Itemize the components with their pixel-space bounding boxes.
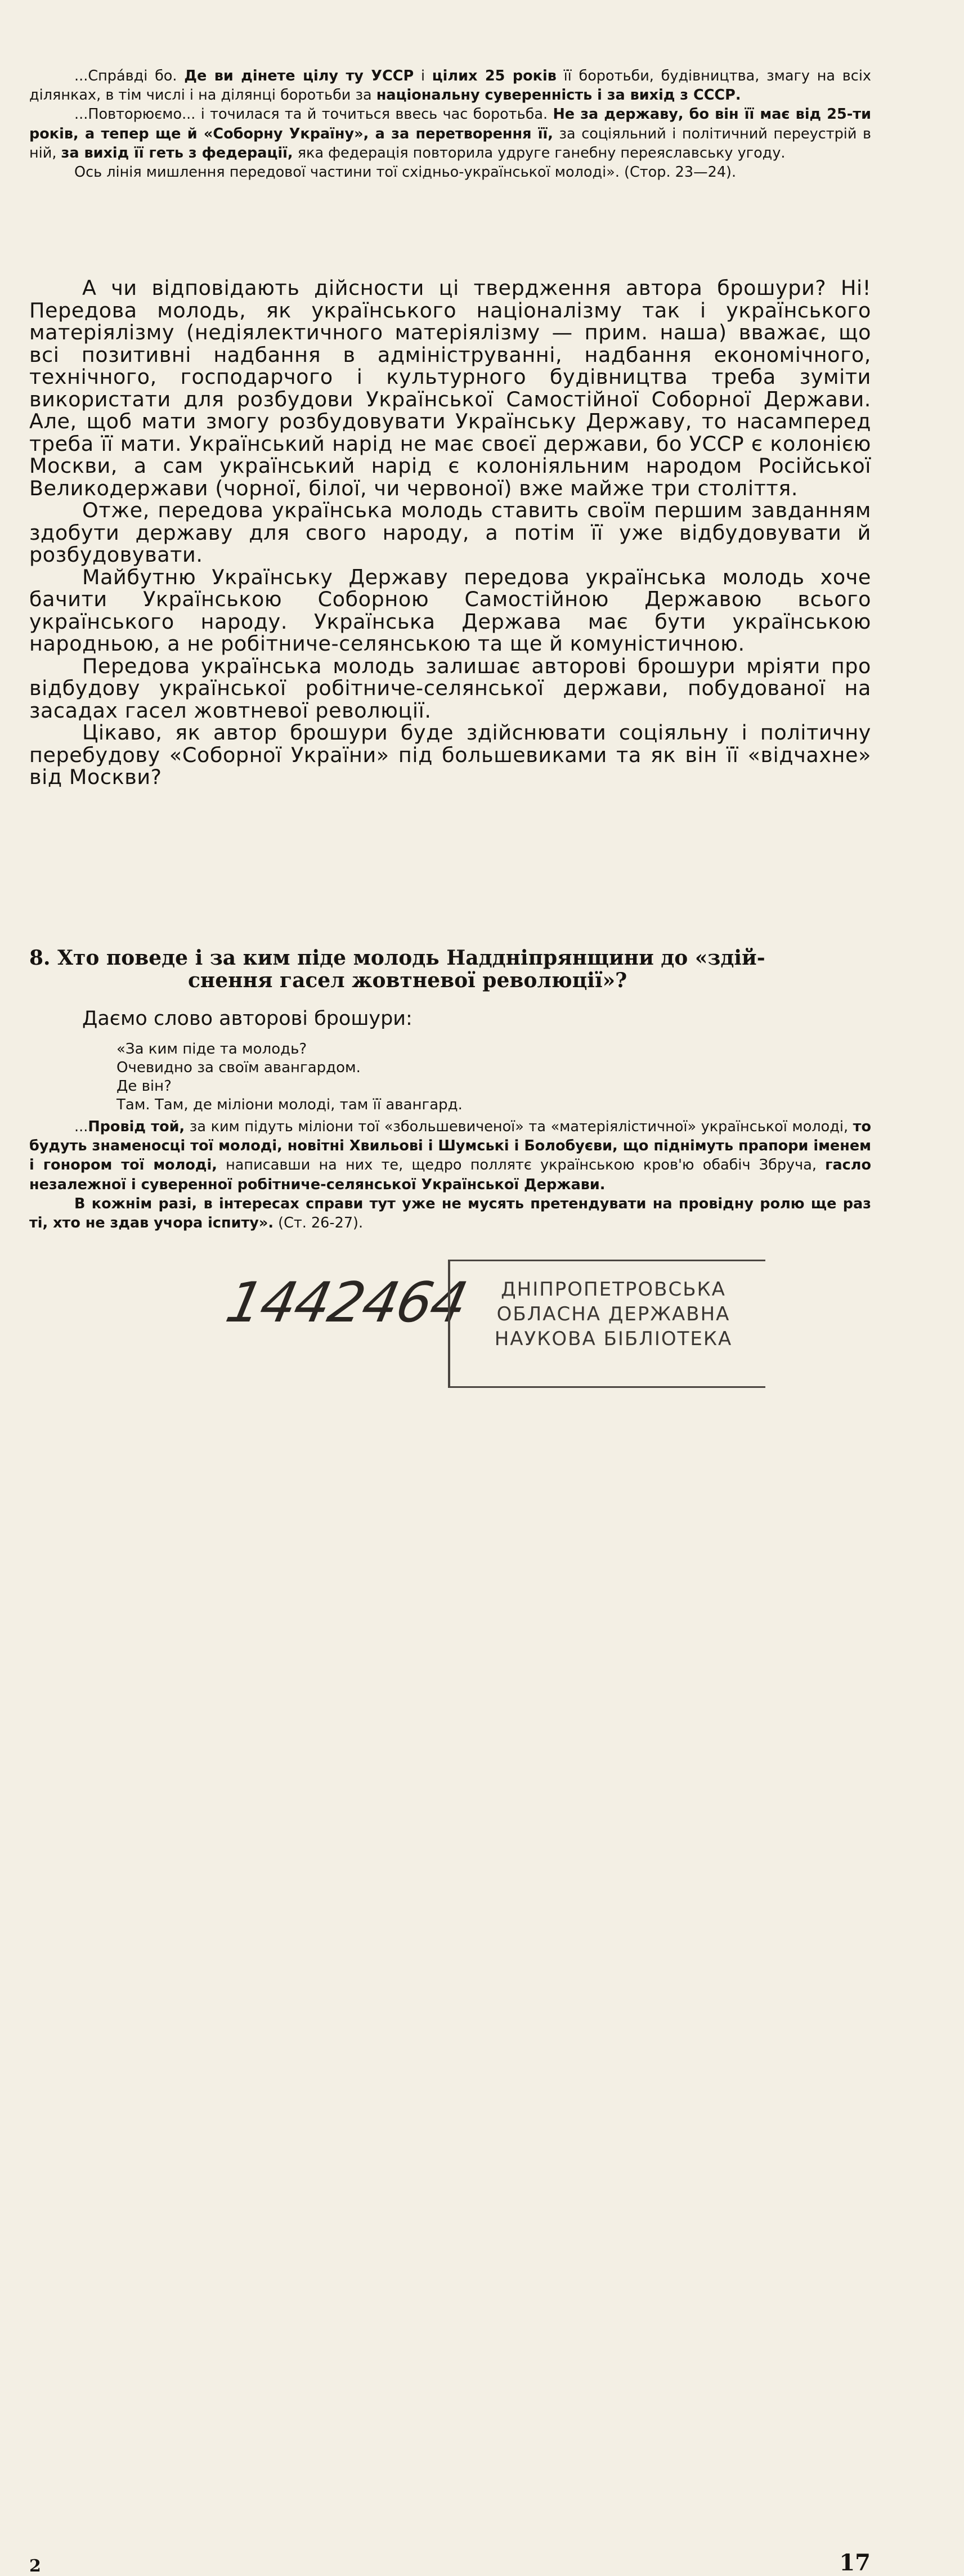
- quote-paragraph: ...Провід той, за ким підуть міліони тої «збольшевиченої» та «матеріялістичної» української молоді, то будуть знаменосці тої молоді, новітні Хвильові і Шумські і Болобуєви, що піднімуть прапори іменем і гонором тої молоді, написавши на них те, щедро поллятє українською кров'ю обабіч Збруча, гасло незалежної і суверенної робітниче-селянської Української Держави.: [29, 1118, 871, 1193]
- body-paragraph: Майбутню Українську Державу передова українська молодь хоче бачити Українською Соборною Самостійною Державою всього українського народу. Українська Держава має бути українською народньою, а не робітниче-селянською та ще й комуністичною.: [29, 565, 871, 656]
- lead-line: [29, 1007, 871, 1030]
- quote-block-1: [29, 66, 871, 182]
- section-heading-line2: снення гасел жовтневої революції»?: [188, 969, 627, 992]
- page-number-left: 2: [29, 2556, 41, 2576]
- page-number-right: 17: [839, 2550, 871, 2576]
- quote-paragraph: Ось лінія мишлення передової частини тої східньо-української молоді». (Стор. 23—24).: [74, 164, 737, 181]
- body-text: [29, 277, 871, 789]
- verse-line: Де він?: [116, 1078, 172, 1095]
- quote-paragraph: ...Повторюємо... і точилася та й точиться ввесь час боротьба. Не за державу, бо він її має від 25-ти років, а тепер ще й «Соборну Україну», а за перетворення її, за соціяльний і політичний переустрій в ній, за вихід її геть з федерації, яка федерація повторила удруге ганебну переяславську угоду.: [29, 106, 871, 162]
- body-paragraph: Цікаво, як автор брошури буде здійснювати соціяльну і політичну перебудову «Соборної України» під большевиками та як він її «відчахне» від Москви?: [29, 720, 871, 789]
- verse-line: Очевидно за своїм авангардом.: [116, 1059, 361, 1076]
- section-heading: [29, 947, 871, 992]
- quote-verse: [29, 1040, 871, 1114]
- lead-text: Даємо слово авторові брошури:: [82, 1007, 412, 1030]
- quote-paragraph: ...Спра́вді бо. Де ви дінете цілу ту УССР і цілих 25 років її боротьби, будівництва, змагу на всіх ділянках, в тім числі і на ділянці боротьби за національну суверенність і за вихід з СССР.: [29, 68, 871, 104]
- stamp-line: ОБЛАСНА ДЕРЖАВНА: [496, 1303, 730, 1325]
- verse-line: «За ким піде та молодь?: [116, 1041, 307, 1058]
- stamp-line: НАУКОВА БІБЛІОТЕКА: [494, 1328, 733, 1350]
- body-paragraph: Передова українська молодь залишає авторові брошури мріяти про відбудову української робітниче-селянської держави, побудованої на засадах гасел жовтневої революції.: [29, 653, 871, 723]
- verse-line: Там. Там, де міліони молоді, там її авангард.: [116, 1096, 463, 1113]
- quote-block-2: [29, 1117, 871, 1233]
- section-heading-line1: 8. Хто поведе і за ким піде молодь Наддніпрянщини до «здій-: [29, 946, 765, 970]
- handwritten-inventory-number: 1442464: [220, 1271, 472, 1335]
- quote-paragraph: В кожнім разі, в інтересах справи тут уже не мусять претендувати на провідну ролю ще раз ті, хто не здав учора іспиту». (Ст. 26-27).: [29, 1195, 871, 1232]
- body-paragraph: Отже, передова українська молодь ставить своїм першим завданням здобути державу для свого народу, а потім її уже відбудовувати й розбудовувати.: [29, 498, 871, 567]
- library-stamp: [448, 1260, 765, 1388]
- stamp-line: ДНІПРОПЕТРОВСЬКА: [501, 1278, 726, 1301]
- body-paragraph: А чи відповідають дійсности ці твердження автора брошури? Ні! Передова молодь, як українського націоналізму так і українського матеріялізму (недіялектичного матеріялізму — прим. наша) вважає, що всі позитивні надбання в адмініструванні, надбання економічного, технічного, господарчого і культурного будівництва треба зуміти використати для розбудови Української Самостійної Соборної Держави. Але, щоб мати змогу розбудовувати Українську Державу, то насамперед треба її мати. Український нарід не має своєї держави, бо УССР є колонією Москви, а сам український нарід є колоніяльним народом Російської Великодержави (чорної, білої, чи червоної) вже майже три століття.: [29, 276, 871, 500]
